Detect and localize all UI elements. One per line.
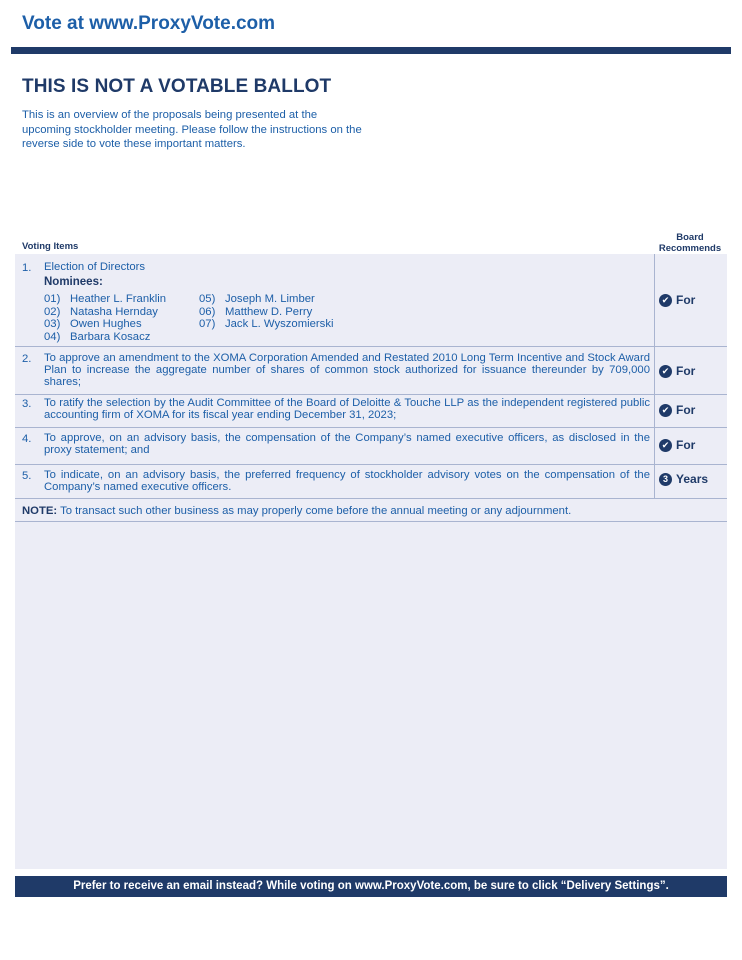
nominee: 07) Jack L. Wyszomierski [199,318,334,330]
item-number: 5. [22,470,32,482]
item-number: 1. [22,262,32,274]
voting-item-2 [15,347,727,395]
nominee: 05) Joseph M. Limber [199,293,315,305]
board-recommends-header [653,232,727,254]
item-text: To approve, on an advisory basis, the compensation of the Company’s named executive officers, as disclosed in the proxy statement; and [44,432,650,456]
item-text: To approve an amendment to the XOMA Corporation Amended and Restated 2010 Long Term Incentive and Stock Award Plan to increase the aggregate number of shares of common stock authorized for issuance thereunder by 709,000 shares; [44,352,650,388]
nominees-label: Nominees: [44,276,103,288]
board-recommends-line2: Recommends [658,243,722,254]
voting-item-1 [15,254,727,347]
voting-item-4 [15,428,727,465]
item-number: 3. [22,398,32,410]
item-number: 4. [22,433,32,445]
recommendation-value: For [676,364,696,378]
recommendation-cell [654,465,727,498]
item-text: To indicate, on an advisory basis, the preferred frequency of stockholder advisory votes on the compensation of the Company’s named executive officers. [44,469,650,493]
recommendation-value: For [676,403,696,417]
intro-text: This is an overview of the proposals being presented at the upcoming stockholder meeting. Please follow the instructions on the reverse side to vote these important matters. [22,109,362,151]
nominee: 01) Heather L. Franklin [44,293,167,305]
nominee-list-left [44,293,166,343]
nominee: 04) Barbara Kosacz [44,330,151,343]
voting-item-3 [15,395,727,428]
check-circle-icon: ✔ [659,404,672,417]
recommendation-cell [654,428,727,464]
check-circle-icon: ✔ [659,294,672,307]
voting-items-header: Voting Items [22,241,79,252]
recommendation-cell [654,395,727,427]
nominee: 06) Matthew D. Perry [199,305,313,318]
recommendation-value: Years [676,472,709,486]
nominee: 03) Owen Hughes [44,318,142,330]
page-title: THIS IS NOT A VOTABLE BALLOT [22,76,332,97]
board-recommends-line1: Board [676,232,704,243]
note-body: To transact such other business as may properly come before the annual meeting or any adjournment. [57,505,572,517]
check-circle-icon: ✔ [659,365,672,378]
recommendation-value: For [676,293,696,307]
item-text: Election of Directors [44,261,146,273]
recommendation-value: For [676,438,696,452]
item-text: To ratify the selection by the Audit Committee of the Board of Deloitte & Touche LLP as the independent registered public accounting firm of XOMA for its fiscal year ending December 31, 2023; [44,397,650,421]
voting-item-5 [15,465,727,499]
number-circle-icon: 3 [659,473,672,486]
recommendation-cell [654,347,727,394]
note-label: NOTE: [22,505,58,517]
footer-banner: Prefer to receive an email instead? While voting on www.ProxyVote.com, be sure to click “Delivery Settings”. [15,876,727,897]
nominee-list-right [199,293,334,331]
check-circle-icon: ✔ [659,439,672,452]
item-number: 2. [22,353,32,365]
header-title: Vote at www.ProxyVote.com [22,13,276,34]
nominee: 02) Natasha Hernday [44,305,158,318]
recommendation-cell [654,254,727,346]
header-rule [11,47,731,54]
note-text [22,505,571,517]
